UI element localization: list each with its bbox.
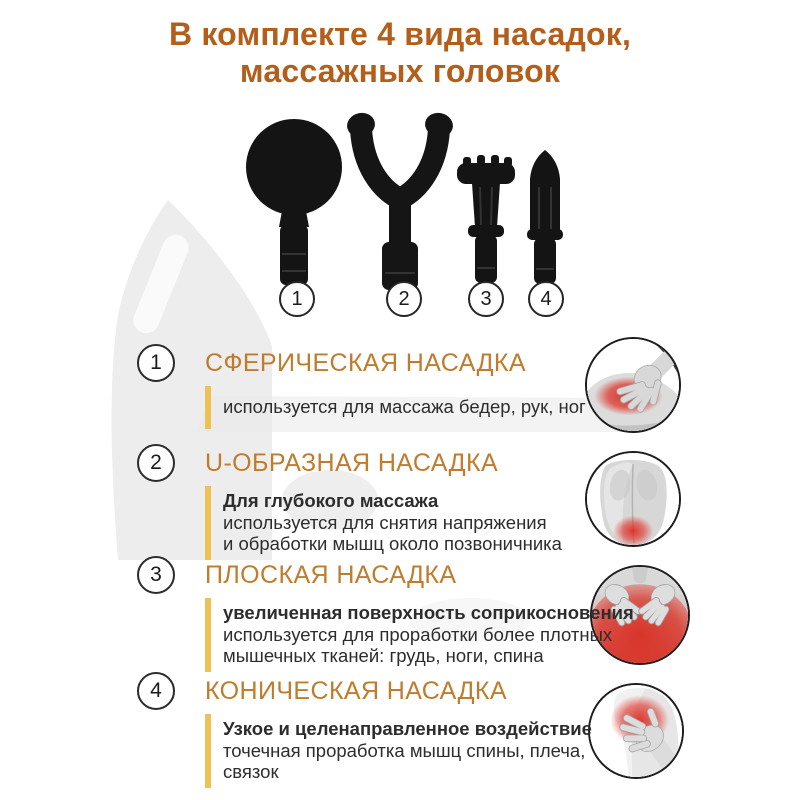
section-3-content	[205, 561, 725, 672]
attachment-number-4	[528, 281, 564, 317]
section-1-number-badge	[137, 344, 175, 382]
section-4-number-badge	[137, 672, 175, 710]
section-spherical	[137, 344, 725, 429]
attachment-number-2-label: 2	[398, 287, 410, 310]
section-3-heading: ПЛОСКАЯ НАСАДКА	[205, 561, 457, 589]
page-title-line-1: В комплекте 4 вида насадок,	[168, 16, 632, 52]
section-4-heading: КОНИЧЕСКАЯ НАСАДКА	[205, 677, 507, 705]
attachment-number-1	[279, 281, 315, 317]
ball-head-attachment-icon	[246, 119, 342, 285]
section-1-line-1: используется для массажа бедер, рук, ног	[223, 396, 586, 417]
bullet-head-attachment-icon	[527, 150, 563, 284]
section-1-heading: СФЕРИЧЕСКАЯ НАСАДКА	[205, 349, 526, 377]
section-3-line-3: мышечных тканей: грудь, ноги, спина	[223, 645, 544, 666]
attachment-number-2	[386, 281, 422, 317]
section-4-body	[205, 714, 725, 788]
section-2-line-1: Для глубокого массажа	[223, 490, 439, 511]
attachment-number-3-label: 3	[480, 287, 492, 310]
section-3-body	[205, 598, 725, 672]
section-2-number-badge	[137, 444, 175, 482]
flat-head-attachment-icon	[457, 155, 515, 283]
section-4-line-1: Узкое и целенаправленное воздействие	[223, 718, 592, 739]
section-2-body	[205, 486, 725, 560]
section-1-number: 1	[150, 351, 162, 374]
section-3-line-1: увеличенная поверхность соприкосновения	[223, 602, 634, 623]
section-4-line-3: связок	[223, 761, 279, 782]
section-2-heading: U-ОБРАЗНАЯ НАСАДКА	[205, 449, 499, 477]
section-4-number: 4	[150, 679, 162, 702]
section-1-content	[205, 349, 725, 429]
section-2-number: 2	[150, 451, 162, 474]
section-3-line-2: используется для проработки более плотных	[223, 623, 613, 645]
section-conical	[137, 672, 725, 788]
u-fork-attachment-icon	[345, 110, 456, 290]
attachment-number-4-label: 4	[540, 287, 552, 310]
section-2-line-2: используется для снятия напряжения	[223, 511, 547, 533]
page-title	[0, 16, 800, 90]
section-1-body	[205, 386, 725, 429]
section-u-shaped	[137, 444, 725, 560]
section-4-content	[205, 677, 725, 788]
section-flat	[137, 556, 725, 672]
attachment-number-1-label: 1	[291, 287, 303, 310]
section-3-number-badge	[137, 556, 175, 594]
section-3-number: 3	[150, 563, 162, 586]
page-title-line-2: массажных головок	[239, 53, 561, 89]
attachment-number-3	[468, 281, 504, 317]
attachment-heads-illustration	[230, 105, 580, 295]
section-4-line-2: точечная проработка мышц спины, плеча,	[223, 739, 586, 761]
section-2-content	[205, 449, 725, 560]
section-2-line-3: и обработки мышц около позвоничника	[223, 533, 562, 554]
